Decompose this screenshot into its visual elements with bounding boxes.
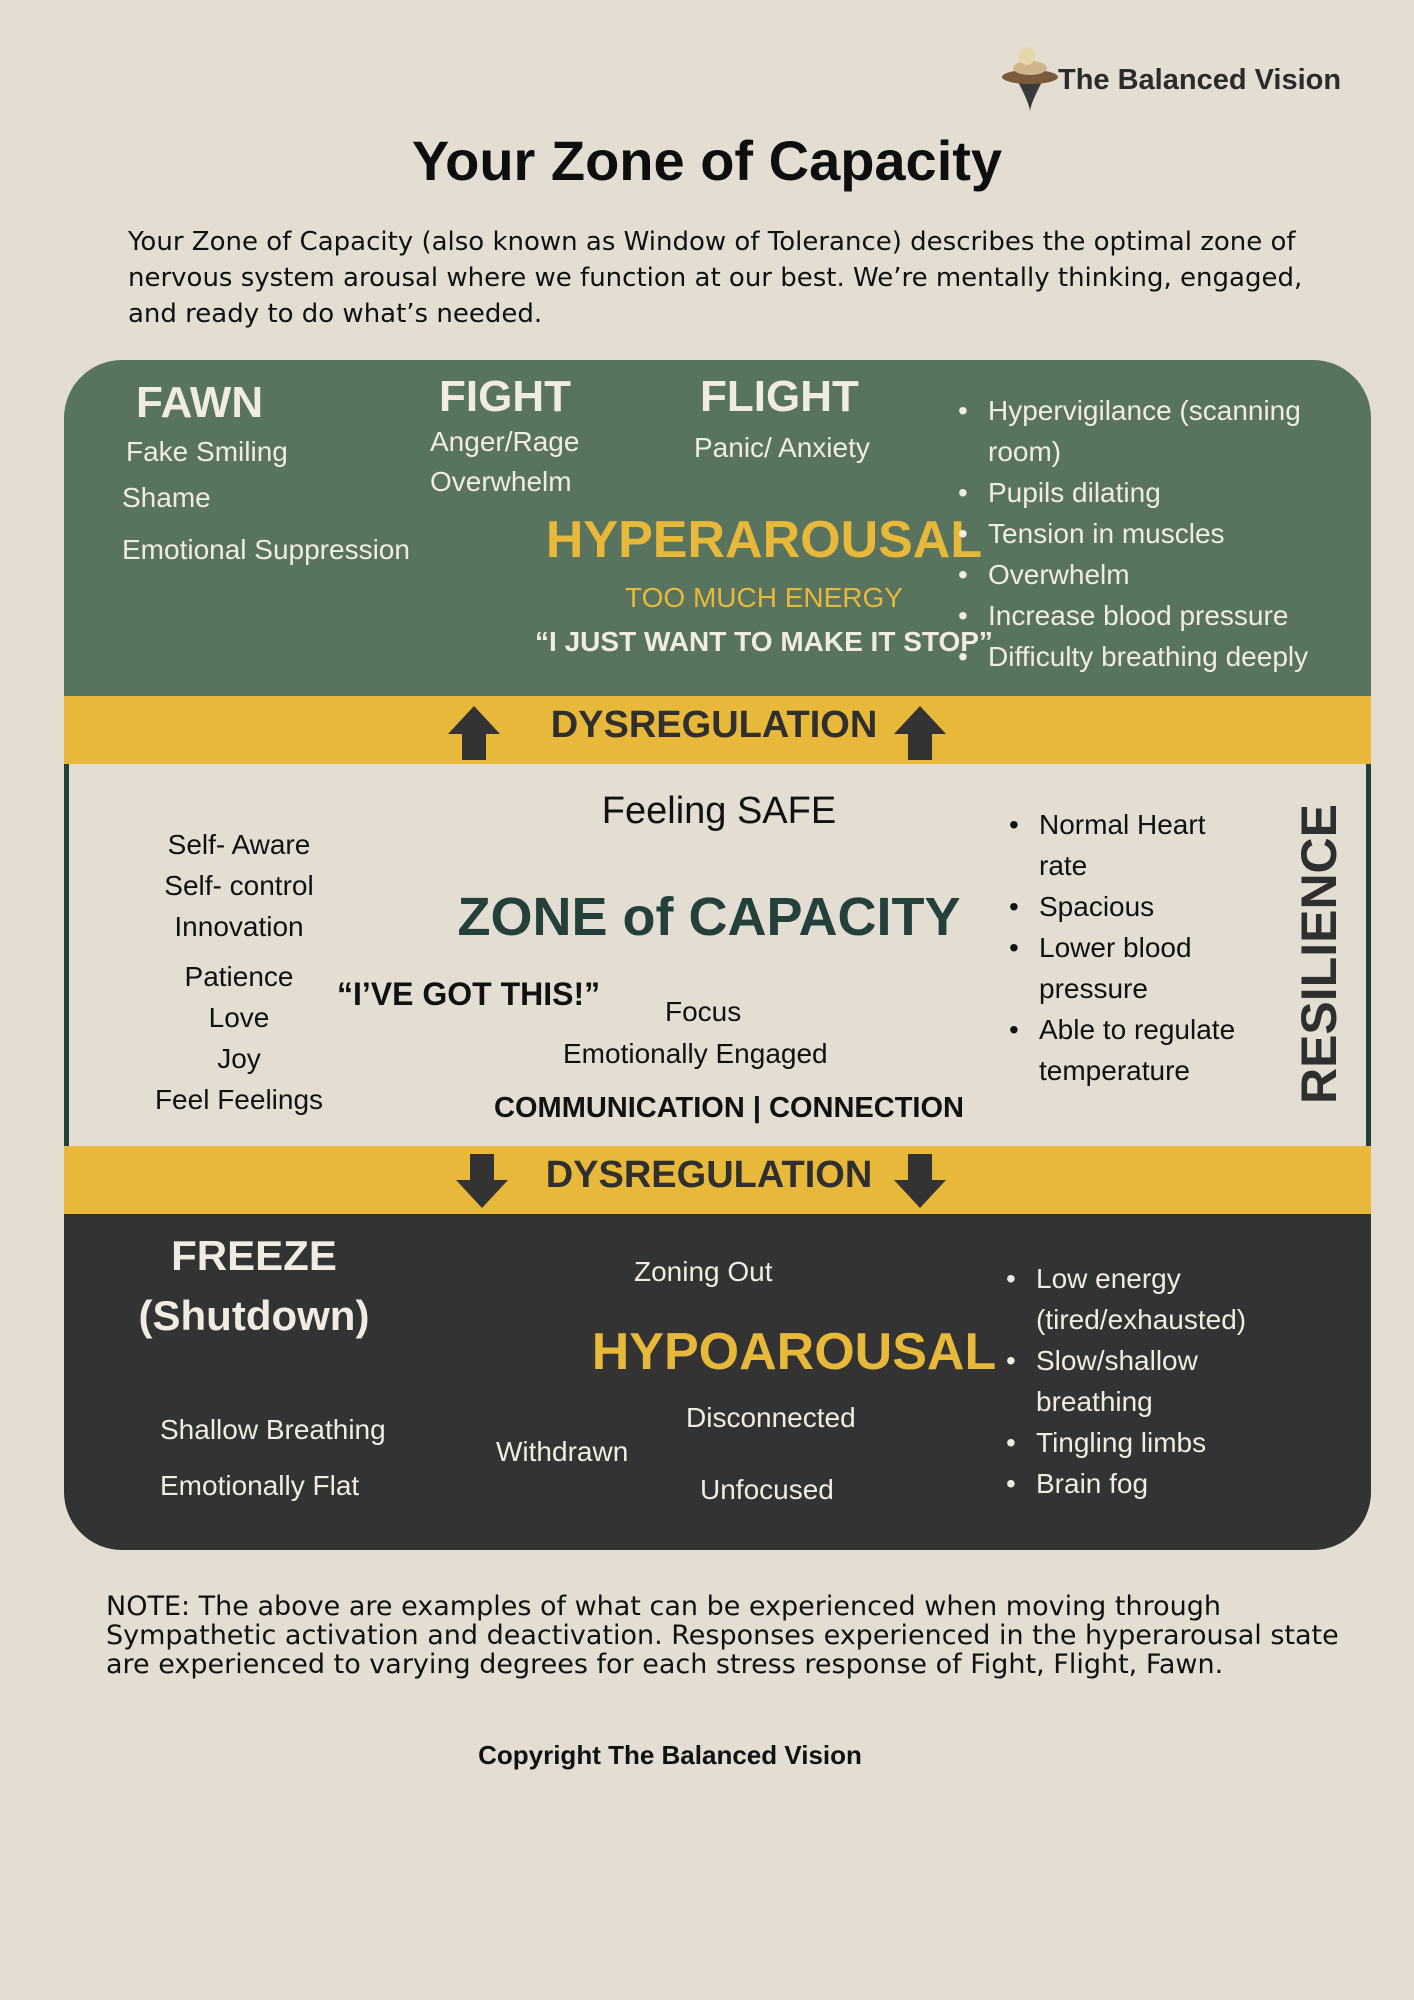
sign-item: • Tingling limbs: [1002, 1422, 1332, 1463]
sign-item: • Low energy: [1002, 1258, 1332, 1299]
zoning-out: Zoning Out: [634, 1256, 773, 1287]
sign-item: • Hypervigilance (scanning: [954, 390, 1364, 431]
brand-name: The Balanced Vision: [1058, 64, 1342, 96]
capacity-left-list: [139, 824, 339, 1120]
capacity-engaged: Emotionally Engaged: [563, 1038, 828, 1069]
hyperarousal-zone: [64, 360, 1371, 696]
capacity-item: Patience: [184, 961, 294, 992]
fawn-title: FAWN: [136, 378, 264, 427]
footnote: NOTE: The above are examples of what can be experienced when moving through Sympathetic activation and deactivation. Responses experienced in the hyperarousal state are experienced to varying degrees for each stress response of Fight, Flight, Fawn.: [106, 1591, 1339, 1680]
resilience-label: RESILIENCE: [1291, 803, 1347, 1105]
unfocused: Unfocused: [700, 1474, 834, 1505]
sign-item: • Increase blood pressure: [954, 595, 1364, 636]
dysregulation-band-upper: [64, 696, 1371, 764]
sign-item: • Normal Heart: [1005, 804, 1275, 845]
sign-item: • Pupils dilating: [954, 472, 1364, 513]
brand-header: [1000, 44, 1380, 114]
intro-paragraph: Your Zone of Capacity (also known as Window of Tolerance) describes the optimal zone of nervous system arousal where we function at our best. We’re mentally thinking, engaged, and ready to do what’s needed.: [128, 227, 1303, 329]
fawn-item: Emotional Suppression: [122, 534, 410, 565]
dysregulation-label: DYSREGULATION: [545, 1154, 873, 1196]
communication-connection: COMMUNICATION | CONNECTION: [494, 1092, 964, 1124]
hypoarousal-signs-list: [1002, 1258, 1332, 1504]
fight-item: Anger/Rage: [430, 426, 580, 457]
sign-item: • Lower blood: [1005, 927, 1275, 968]
capacity-item: Innovation: [174, 911, 304, 942]
dysregulation-label: DYSREGULATION: [550, 704, 878, 746]
flight-item: Panic/ Anxiety: [694, 432, 870, 463]
sign-item-continued: (tired/exhausted): [1036, 1304, 1247, 1335]
copyright: Copyright The Balanced Vision: [478, 1740, 862, 1770]
hyperarousal-subtitle: TOO MUCH ENERGY: [625, 582, 903, 613]
hypoarousal-title: HYPOAROUSAL: [591, 1323, 997, 1381]
balanced-stones-logo-icon: [1000, 44, 1060, 114]
hypo-left-item: Shallow Breathing: [160, 1414, 386, 1445]
capacity-item: Feel Feelings: [154, 1084, 324, 1115]
capacity-zone: [64, 764, 1371, 1146]
hyperarousal-quote: “I JUST WANT TO MAKE IT STOP”: [535, 626, 993, 657]
sign-item-continued: room): [988, 436, 1062, 467]
capacity-item: Self- control: [164, 870, 314, 901]
dysregulation-band-lower: [64, 1146, 1371, 1214]
withdrawn: Withdrawn: [496, 1436, 629, 1467]
hyperarousal-signs-list: [954, 390, 1364, 677]
capacity-quote: “I’VE GOT THIS!”: [337, 976, 601, 1012]
feeling-safe: Feeling SAFE: [601, 790, 837, 832]
freeze-subtitle: (Shutdown): [138, 1292, 370, 1339]
fight-item: Overwhelm: [430, 466, 572, 497]
hypoarousal-zone: [64, 1214, 1371, 1550]
resilience-label-wrap: [1291, 803, 1347, 1105]
sign-item: • Slow/shallow: [1002, 1340, 1332, 1381]
page-title: Your Zone of Capacity: [411, 129, 1003, 192]
fawn-item: Shame: [122, 482, 211, 513]
capacity-item: Love: [208, 1002, 270, 1033]
sign-item-continued: temperature: [1039, 1055, 1190, 1086]
capacity-item: Joy: [217, 1043, 261, 1074]
capacity-focus: Focus: [665, 996, 742, 1027]
fawn-item: Fake Smiling: [126, 436, 288, 467]
hypo-left-item: Emotionally Flat: [160, 1470, 360, 1501]
sign-item: • Tension in muscles: [954, 513, 1364, 554]
sign-item-continued: breathing: [1036, 1386, 1153, 1417]
capacity-item: Self- Aware: [167, 829, 311, 860]
capacity-diagram: [64, 360, 1371, 1550]
sign-item-continued: pressure: [1039, 973, 1148, 1004]
sign-item: • Brain fog: [1002, 1463, 1332, 1504]
sign-item-continued: rate: [1039, 850, 1088, 881]
arrow-down-icon: [892, 1152, 948, 1210]
flight-title: FLIGHT: [700, 372, 859, 421]
sign-item: • Overwhelm: [954, 554, 1364, 595]
disconnected: Disconnected: [686, 1402, 856, 1433]
fight-title: FIGHT: [439, 372, 571, 421]
hyperarousal-title: HYPERAROUSAL: [545, 511, 983, 569]
sign-item: • Able to regulate: [1005, 1009, 1275, 1050]
sign-item: • Difficulty breathing deeply: [954, 636, 1364, 677]
arrow-up-icon: [892, 704, 948, 762]
capacity-signs-list: [1005, 804, 1275, 1091]
capacity-title: ZONE of CAPACITY: [457, 887, 961, 947]
sign-item: • Spacious: [1005, 886, 1275, 927]
freeze-title: FREEZE: [171, 1232, 337, 1279]
